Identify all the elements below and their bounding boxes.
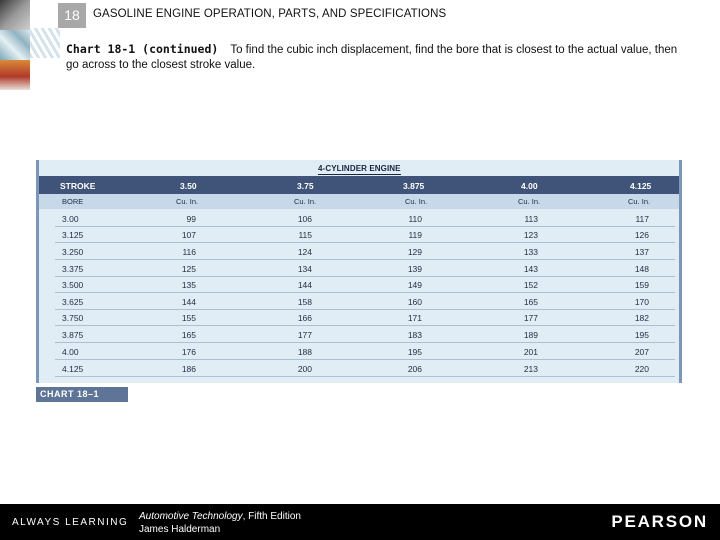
displacement-value: 107 — [181, 230, 196, 240]
publisher-logo: PEARSON — [611, 512, 708, 531]
displacement-value: 144 — [181, 297, 196, 307]
chapter-number: 18 — [58, 3, 86, 28]
book-title-name: Automotive Technology — [139, 511, 243, 522]
footer-tagline: ALWAYS LEARNING — [12, 517, 129, 528]
displacement-value: 155 — [181, 313, 196, 323]
displacement-value: 144 — [297, 280, 312, 290]
row-divider — [55, 309, 675, 310]
displacement-value: 117 — [635, 214, 649, 224]
stroke-label: STROKE — [60, 181, 96, 191]
displacement-value: 165 — [523, 297, 538, 307]
displacement-value: 143 — [523, 264, 538, 274]
displacement-value: 123 — [523, 230, 538, 240]
unit-label: Cu. In. — [176, 197, 199, 206]
stroke-header-band — [39, 176, 679, 194]
displacement-value: 139 — [407, 264, 422, 274]
stroke-value: 3.875 — [403, 181, 425, 191]
displacement-value: 124 — [297, 247, 312, 257]
displacement-value: 110 — [408, 214, 422, 224]
displacement-value: 189 — [523, 330, 538, 340]
chapter-decoration — [30, 28, 60, 58]
displacement-value: 206 — [407, 364, 422, 374]
units-header-band — [39, 194, 679, 209]
displacement-value: 125 — [181, 264, 196, 274]
displacement-value: 177 — [297, 330, 312, 340]
stroke-value: 3.50 — [180, 181, 197, 191]
row-divider — [55, 376, 675, 377]
displacement-value: 171 — [407, 313, 422, 323]
stroke-value: 3.75 — [297, 181, 314, 191]
caption-text: To find the cubic inch displacement, find the bore that is closest to the actual value, then go across to the closest stroke value. — [66, 44, 678, 71]
header-thumbnail-strip — [0, 0, 30, 90]
displacement-value: 149 — [407, 280, 422, 290]
displacement-value: 148 — [634, 264, 649, 274]
row-divider — [55, 242, 675, 243]
unit-label: Cu. In. — [628, 197, 651, 206]
unit-label: Cu. In. — [405, 197, 428, 206]
displacement-value: 106 — [297, 214, 312, 224]
displacement-value: 186 — [181, 364, 196, 374]
displacement-value: 182 — [634, 313, 649, 323]
displacement-value: 213 — [523, 364, 538, 374]
displacement-value: 152 — [523, 280, 538, 290]
bore-value: 3.500 — [62, 280, 84, 290]
displacement-value: 126 — [634, 230, 649, 240]
displacement-value: 188 — [297, 347, 312, 357]
unit-label: Cu. In. — [518, 197, 541, 206]
displacement-value: 159 — [634, 280, 649, 290]
bore-value: 3.00 — [62, 214, 79, 224]
displacement-value: 220 — [634, 364, 649, 374]
row-divider — [55, 342, 675, 343]
displacement-value: 99 — [186, 214, 196, 224]
bore-value: 3.750 — [62, 313, 84, 323]
chapter-title: GASOLINE ENGINE OPERATION, PARTS, AND SPECIFICATIONS — [93, 8, 447, 20]
displacement-value: 160 — [407, 297, 422, 307]
engine-thumbnail-image — [0, 0, 30, 30]
displacement-value: 195 — [407, 347, 422, 357]
book-title — [139, 511, 301, 522]
bore-value: 3.250 — [62, 247, 84, 257]
bore-value: 3.125 — [62, 230, 84, 240]
bore-value: 3.375 — [62, 264, 84, 274]
chart-border-right — [679, 160, 682, 383]
bore-value: 3.625 — [62, 297, 84, 307]
displacement-value: 116 — [182, 247, 196, 257]
displacement-value: 207 — [634, 347, 649, 357]
unit-label: Cu. In. — [294, 197, 317, 206]
bore-value: 4.00 — [62, 347, 79, 357]
bore-value: 3.875 — [62, 330, 84, 340]
displacement-value: 119 — [408, 230, 422, 240]
displacement-value: 165 — [181, 330, 196, 340]
displacement-value: 177 — [523, 313, 538, 323]
book-author: James Halderman — [139, 524, 221, 535]
caption-lead: Chart 18-1 (continued) — [66, 42, 219, 56]
bore-label: BORE — [62, 197, 84, 206]
row-divider — [55, 325, 675, 326]
displacement-value: 195 — [634, 330, 649, 340]
table-title: 4-CYLINDER ENGINE — [318, 164, 401, 173]
chart-caption — [66, 42, 686, 73]
displacement-value: 170 — [634, 297, 649, 307]
stroke-value: 4.125 — [630, 181, 652, 191]
row-divider — [55, 276, 675, 277]
displacement-value: 134 — [297, 264, 312, 274]
row-divider — [55, 259, 675, 260]
bore-value: 4.125 — [62, 364, 84, 374]
row-divider — [55, 226, 675, 227]
row-divider — [55, 359, 675, 360]
water-thumbnail-image — [0, 30, 30, 60]
displacement-value: 166 — [297, 313, 312, 323]
displacement-value: 183 — [407, 330, 422, 340]
displacement-value: 129 — [407, 247, 422, 257]
displacement-value: 133 — [523, 247, 538, 257]
displacement-value: 176 — [181, 347, 196, 357]
displacement-value: 201 — [523, 347, 538, 357]
displacement-value: 113 — [524, 214, 538, 224]
book-edition: , Fifth Edition — [242, 511, 301, 522]
row-divider — [55, 292, 675, 293]
displacement-value: 200 — [297, 364, 312, 374]
chart-number-label: CHART 18–1 — [36, 387, 128, 402]
car-thumbnail-image — [0, 60, 30, 90]
displacement-value: 137 — [634, 247, 649, 257]
displacement-value: 115 — [298, 230, 312, 240]
stroke-value: 4.00 — [521, 181, 538, 191]
displacement-value: 158 — [297, 297, 312, 307]
displacement-value: 135 — [181, 280, 196, 290]
